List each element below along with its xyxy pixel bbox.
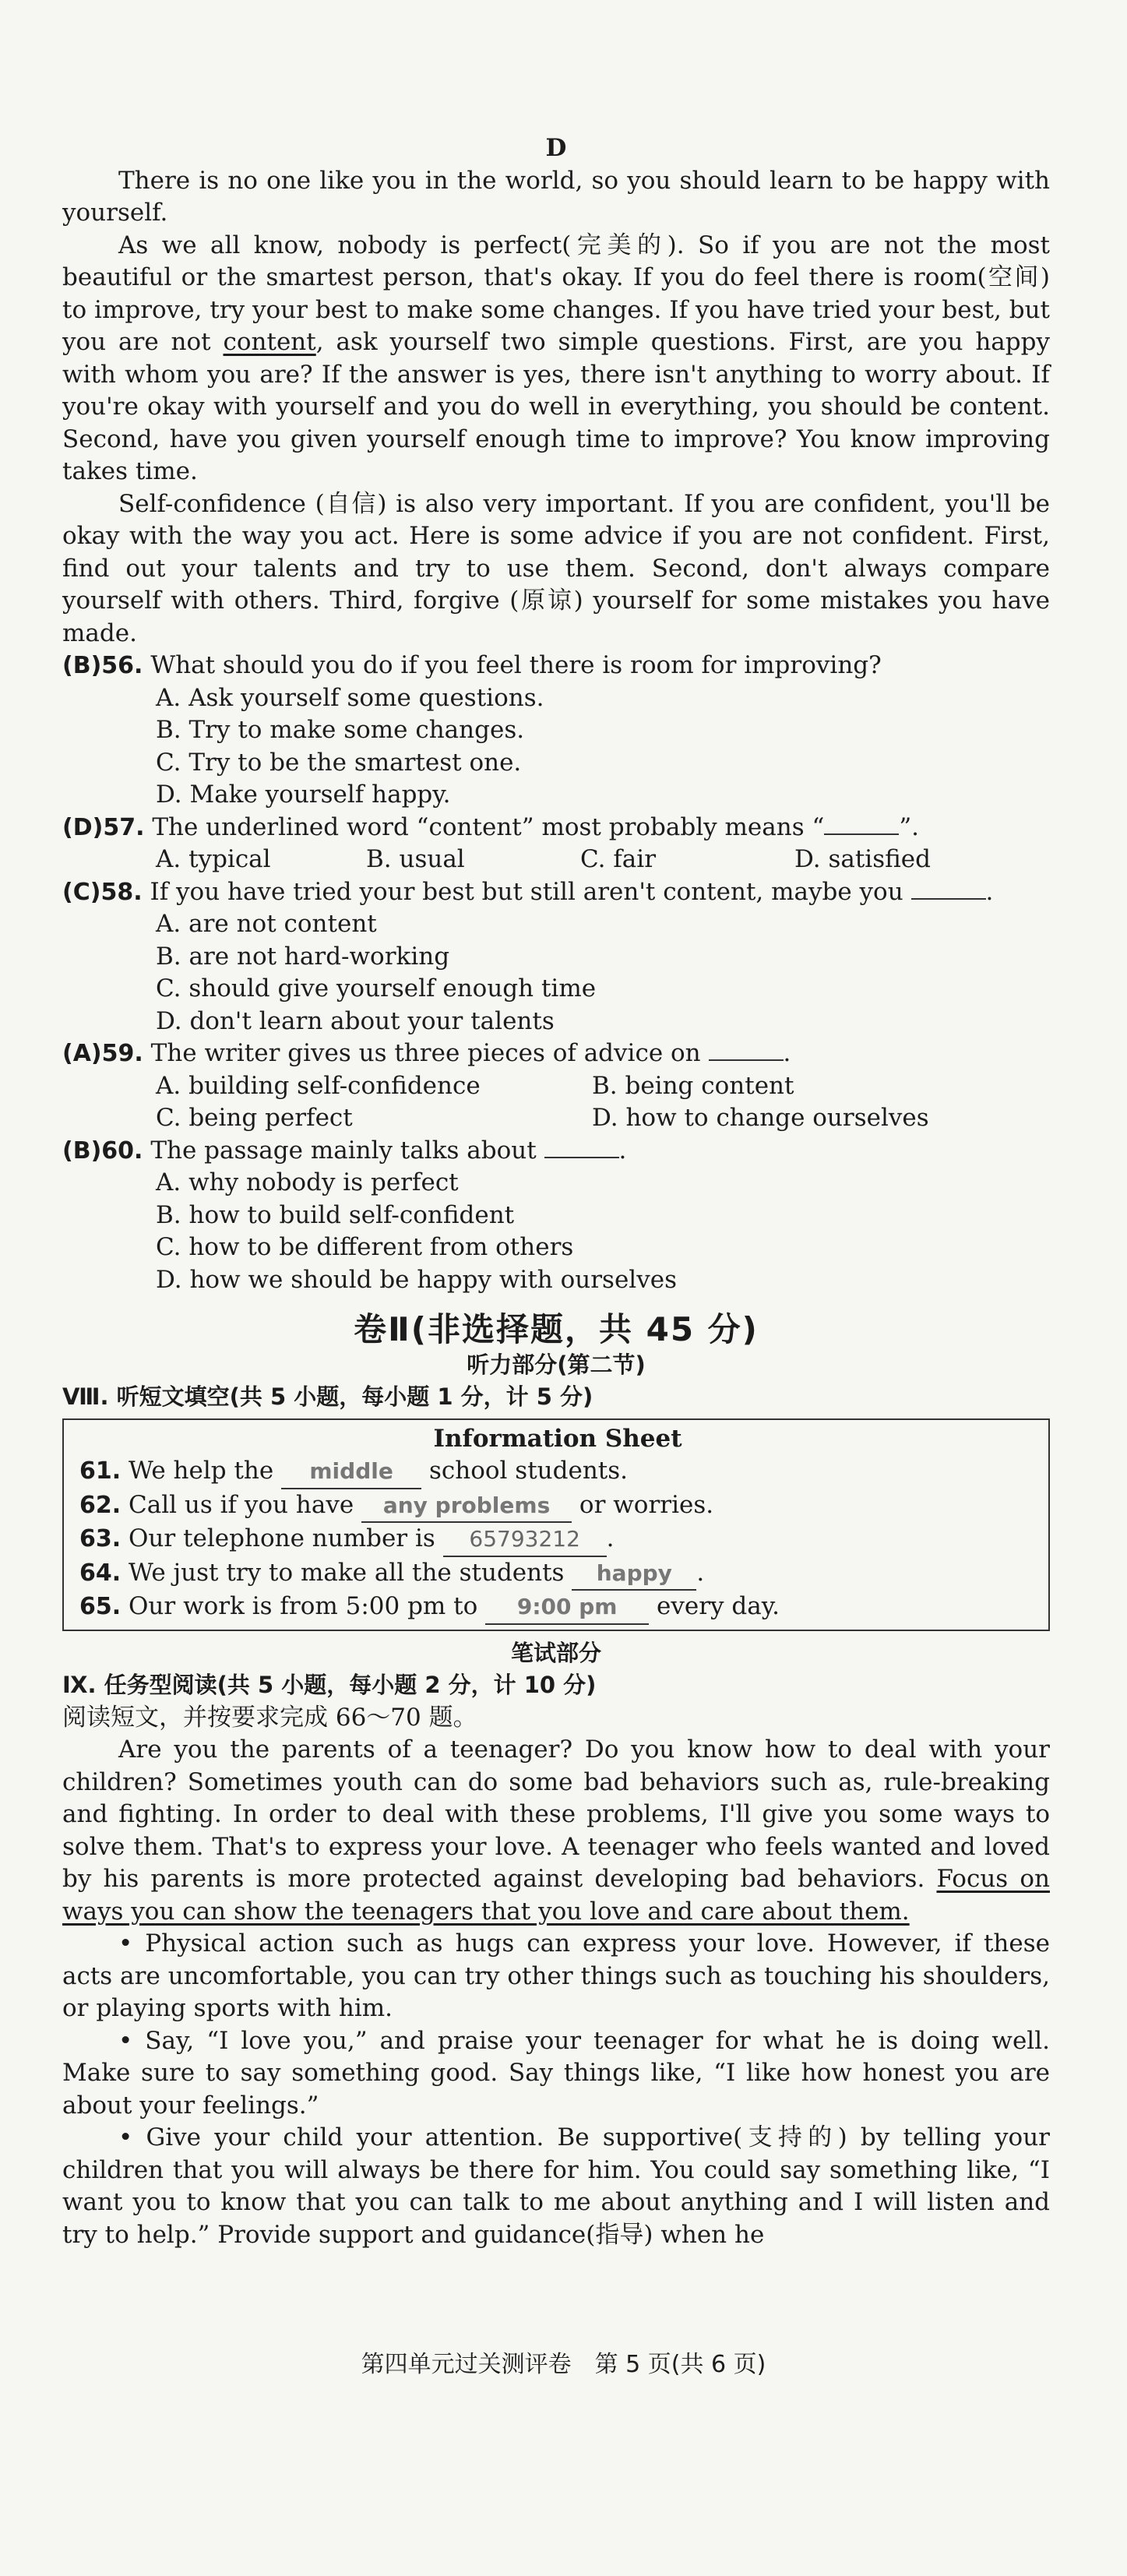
passage-paragraph: There is no one like you in the world, so you should learn to be happy with yourself. [62, 166, 1050, 227]
question-answer: (C) [62, 878, 101, 906]
option: C. being perfect [156, 1104, 353, 1132]
passage-paragraph: Are you the parents of a teenager? Do you know how to deal with your children? Sometimes youth can do some bad behaviors such as, rule-breaking and fighting. In order to deal with these problems, I'll give you some ways to solve them. That's to express your love. A teenager who feels wanted and loved by his parents is more protected against developing bad behaviors. Focus on ways you can show the teenagers that you love and care about them. [62, 1736, 1050, 1926]
underlined-word: content [223, 328, 316, 356]
listening-subtitle: 听力部分(第二节) [467, 1351, 646, 1378]
information-sheet-title: Information Sheet [433, 1424, 682, 1453]
question-60: (B)60. The passage mainly talks about . [62, 1136, 627, 1165]
option: B. Try to make some changes. [156, 716, 525, 744]
section-9-heading: Ⅸ. 任务型阅读(共 5 小题，每小题 2 分，计 10 分) [62, 1672, 597, 1698]
question-number: 57. [103, 813, 145, 841]
option: D. how we should be happy with ourselves [156, 1265, 677, 1294]
question-answer: (A) [62, 1040, 102, 1067]
passage-label: D [545, 134, 567, 162]
info-line-65: 65. Our work is from 5:00 pm to 9:00 pm every day. [79, 1591, 1036, 1625]
option: B. are not hard-working [156, 942, 450, 971]
answer-blank [911, 876, 986, 900]
passage-paragraph: • Say, “I love you,” and praise your teenager for what he is doing well. Make sure to say something good. Say things like, “I like how honest you are about your feelings.” [62, 2026, 1050, 2120]
question-57: (D)57. The underlined word “content” most probably means “ ”. [62, 812, 920, 841]
passage-paragraph: • Give your child your attention. Be supportive(支持的) by telling your children that you will always be there for him. You could say something like, “I want you to know that you can talk to me about anything and I will listen and try to help.” Provide support and guidance(指导) when he [62, 2123, 1050, 2249]
option: C. should give yourself enough time [156, 974, 597, 1003]
option: D. satisfied [794, 845, 931, 873]
question-number: 56. [101, 652, 143, 679]
instruction: 阅读短文，并按要求完成 66～70 题。 [62, 1703, 477, 1732]
option: B. usual [366, 845, 465, 873]
option: B. how to build self-confident [156, 1200, 515, 1229]
option-row [156, 844, 1050, 876]
option: A. are not content [156, 910, 377, 938]
info-line-62: 62. Call us if you have any problems or worries. [79, 1489, 1036, 1524]
option-row [156, 1102, 1050, 1135]
filled-answer: any problems [361, 1489, 572, 1524]
option: A. typical [156, 845, 271, 873]
answer-blank [824, 812, 899, 835]
section-8-heading: Ⅷ. 听短文填空(共 5 小题，每小题 1 分，计 5 分) [62, 1383, 593, 1410]
underlined-sentence: Focus on ways you can show the teenagers that you love and care about them. [62, 1865, 1050, 1926]
filled-answer: middle [281, 1455, 421, 1489]
option-row [156, 1070, 1050, 1103]
option: A. Ask yourself some questions. [156, 683, 544, 712]
option: D. don't learn about your talents [156, 1006, 555, 1035]
answer-blank [709, 1038, 784, 1061]
question-number: 58. [100, 878, 143, 906]
option: D. how to change ourselves [592, 1104, 929, 1132]
written-subtitle: 笔试部分 [510, 1639, 601, 1666]
option: A. why nobody is perfect [156, 1168, 459, 1196]
question-answer: (B) [62, 652, 102, 679]
question-56 [62, 650, 1050, 682]
option: A. building self-confidence [156, 1071, 481, 1100]
passage-paragraph: As we all know, nobody is perfect(完美的). So if you are not the most beautiful or the smartest person, that's okay. If you do feel there is room(空间) to improve, try your best to make some changes. If you have tried your best, but you are not content, ask yourself two simple questions. First, are you happy with whom you are? If the answer is yes, there isn't anything to worry about. If you're okay with yourself and you do well in everything, you should be content. Second, have you given yourself enough time to improve? You know improving takes time. [62, 231, 1050, 485]
passage-paragraph: • Physical action such as hugs can express your love. However, if these acts are uncomfortable, you can try other things such as touching his shoulders, or playing sports with him. [62, 1929, 1050, 2022]
question-stem: What should you do if you feel there is room for improving? [150, 651, 882, 679]
info-line-63: 63. Our telephone number is 65793212 . [79, 1523, 1036, 1557]
information-sheet [62, 1418, 1050, 1631]
page-content [62, 132, 1050, 2251]
option: B. being content [592, 1071, 794, 1100]
part-title: 卷Ⅱ(非选择题，共 45 分) [354, 1310, 759, 1348]
answer-blank [544, 1135, 619, 1158]
question-answer: (D) [62, 813, 104, 841]
filled-answer: happy [572, 1557, 696, 1591]
option: C. Try to be the smartest one. [156, 748, 522, 777]
filled-answer: 65793212 [443, 1523, 607, 1557]
option: D. Make yourself happy. [156, 781, 451, 809]
question-59: (A)59. The writer gives us three pieces of advice on . [62, 1039, 791, 1067]
option: C. fair [580, 845, 657, 873]
option: C. how to be different from others [156, 1233, 574, 1261]
question-number: 59. [101, 1040, 143, 1067]
page-footer: 第四单元过关测评卷 第 5 页(共 6 页) [361, 2351, 766, 2378]
info-line-61: 61. We help the middle school students. [79, 1455, 1036, 1489]
question-answer: (B) [62, 1136, 102, 1165]
question-number: 60. [101, 1136, 143, 1165]
info-line-64: 64. We just try to make all the students happy . [79, 1557, 1036, 1591]
filled-answer: 9:00 pm [485, 1591, 649, 1625]
passage-paragraph: Self-confidence (自信) is also very important. If you are confident, you'll be okay with the way you act. Here is some advice if you are not confident. First, find out your talents and try to use them. Second, don't always compare yourself with others. Third, forgive (原谅) yourself for some mistakes you have made. [62, 489, 1050, 647]
question-58: (C)58. If you have tried your best but still aren't content, maybe you . [62, 877, 994, 906]
